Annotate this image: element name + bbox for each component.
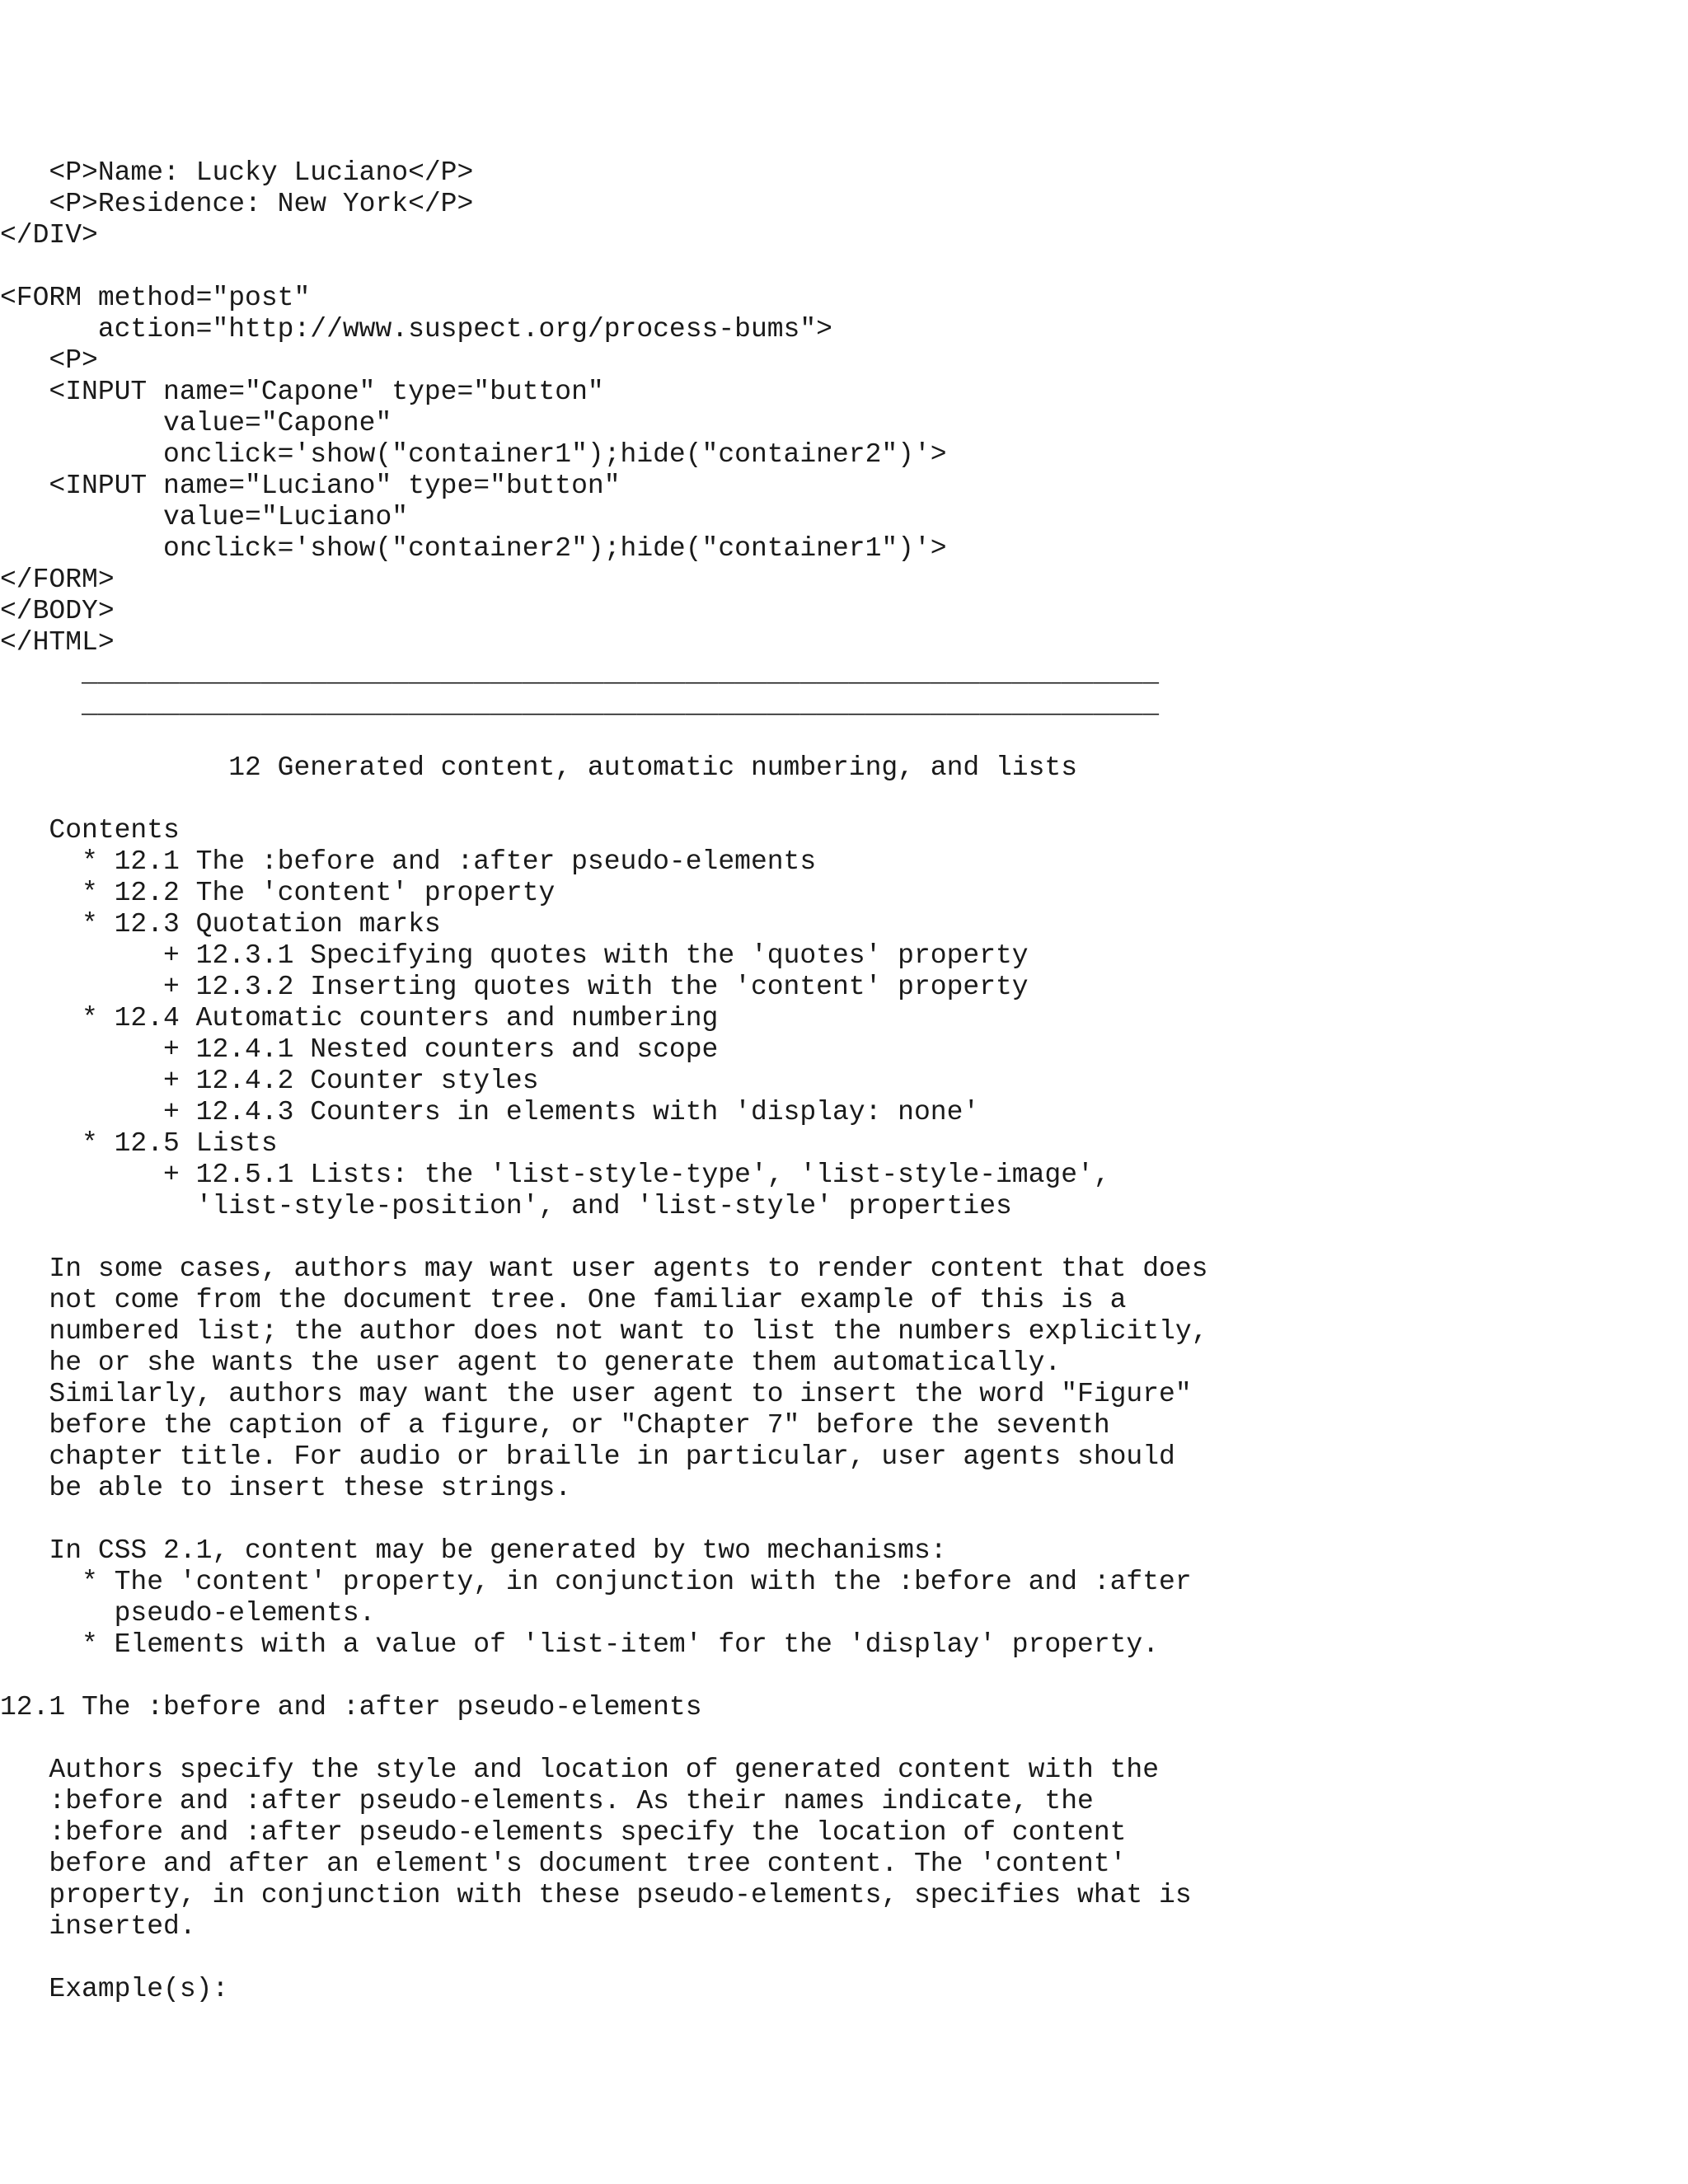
section-heading: 12.1 The :before and :after pseudo-elements — [0, 1692, 702, 1722]
toc-item: + 12.4.3 Counters in elements with 'display: none' — [0, 1097, 980, 1127]
document-page — [0, 157, 1688, 2168]
toc-item: + 12.4.2 Counter styles — [0, 1066, 539, 1096]
toc-item: + 12.3.1 Specifying quotes with the 'quotes' property — [0, 940, 1029, 971]
paragraph-line: property, in conjunction with these pseudo-elements, specifies what is — [0, 1880, 1192, 1910]
text-line: <INPUT name="Luciano" type="button" — [0, 471, 621, 501]
text-line: </BODY> — [0, 596, 115, 626]
text-line: <INPUT name="Capone" type="button" — [0, 377, 604, 407]
bullet-item: pseudo-elements. — [0, 1598, 376, 1629]
toc-item: + 12.4.1 Nested counters and scope — [0, 1034, 719, 1065]
toc-item: * 12.2 The 'content' property — [0, 878, 556, 908]
paragraph-line: numbered list; the author does not want to list the numbers explicitly, — [0, 1316, 1208, 1347]
text-line: </DIV> — [0, 220, 98, 251]
text-line: action="http://www.suspect.org/process-bums"> — [0, 314, 832, 344]
text-line: <FORM method="post" — [0, 283, 311, 313]
text-line: </HTML> — [0, 627, 115, 658]
toc-item: * 12.3 Quotation marks — [0, 909, 441, 940]
chapter-title: 12 Generated content, automatic numbering, and lists — [0, 752, 1078, 783]
paragraph-line: In some cases, authors may want user agents to render content that does — [0, 1254, 1208, 1284]
contents-heading: Contents — [0, 815, 180, 846]
toc-item: * 12.1 The :before and :after pseudo-elements — [0, 846, 817, 877]
toc-item: * 12.5 Lists — [0, 1128, 278, 1159]
text-line: <P>Residence: New York</P> — [0, 189, 474, 219]
paragraph-line: chapter title. For audio or braille in particular, user agents should — [0, 1441, 1175, 1472]
toc-item: * 12.4 Automatic counters and numbering — [0, 1003, 719, 1033]
toc-item: + 12.3.2 Inserting quotes with the 'content' property — [0, 972, 1029, 1002]
text-line: </FORM> — [0, 565, 115, 595]
text-line: <P> — [0, 345, 98, 376]
paragraph-line: Authors specify the style and location of generated content with the — [0, 1755, 1160, 1785]
bullet-item: * Elements with a value of 'list-item' for the 'display' property. — [0, 1629, 1160, 1660]
text-line: <P>Name: Lucky Luciano</P> — [0, 157, 474, 188]
toc-item: + 12.5.1 Lists: the 'list-style-type', 'list-style-image', — [0, 1160, 1110, 1190]
example-label: Example(s): — [0, 1974, 229, 2004]
rule-line: __________________________________________________________________ — [0, 690, 1160, 720]
paragraph-line: inserted. — [0, 1911, 196, 1942]
paragraph-line: :before and :after pseudo-elements specify the location of content — [0, 1817, 1127, 1848]
paragraph-line: be able to insert these strings. — [0, 1473, 572, 1503]
text-line: onclick='show("container1");hide("container2")'> — [0, 439, 947, 470]
bullet-item: * The 'content' property, in conjunction with the :before and :after — [0, 1567, 1192, 1597]
paragraph-line: :before and :after pseudo-elements. As their names indicate, the — [0, 1786, 1094, 1816]
paragraph-line: before the caption of a figure, or "Chapter 7" before the seventh — [0, 1410, 1110, 1441]
text-line: value="Luciano" — [0, 502, 409, 532]
paragraph-line: not come from the document tree. One familiar example of this is a — [0, 1285, 1127, 1315]
text-line: onclick='show("container2");hide("container1")'> — [0, 533, 947, 564]
paragraph-line: In CSS 2.1, content may be generated by two mechanisms: — [0, 1535, 947, 1566]
rule-line: __________________________________________________________________ — [0, 658, 1160, 689]
toc-item: 'list-style-position', and 'list-style' properties — [0, 1191, 1012, 1221]
paragraph-line: Similarly, authors may want the user agent to insert the word "Figure" — [0, 1379, 1192, 1409]
text-line: value="Capone" — [0, 408, 392, 438]
paragraph-line: he or she wants the user agent to generate them automatically. — [0, 1347, 1062, 1378]
paragraph-line: before and after an element's document tree content. The 'content' — [0, 1849, 1127, 1879]
